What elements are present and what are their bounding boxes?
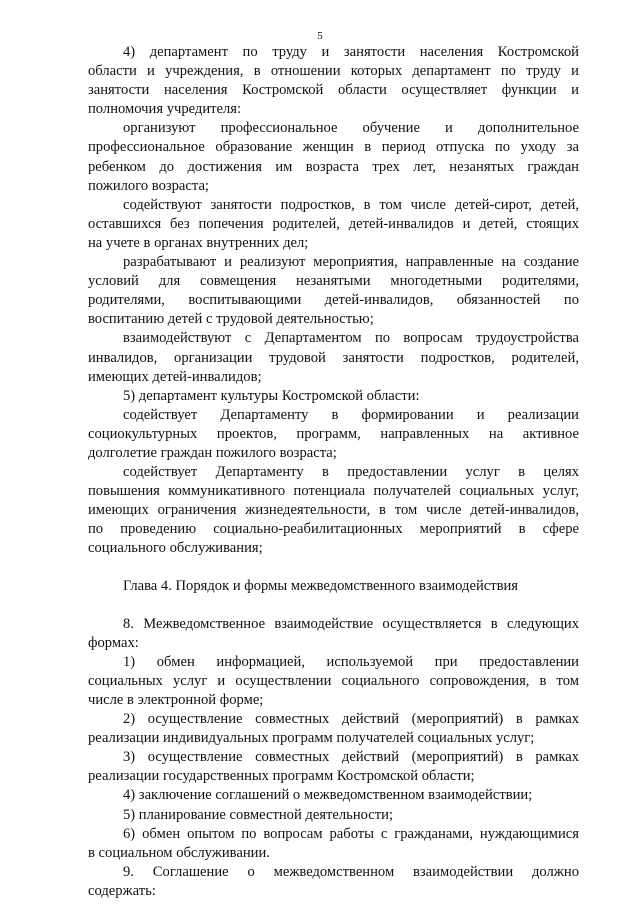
text-line: области и учреждения, в отношении которых департамент по труду и xyxy=(88,63,579,80)
paragraph xyxy=(88,806,579,825)
chapter-heading: Глава 4. Порядок и формы межведомственного взаимодействия xyxy=(123,577,519,594)
text-line: долголетие граждан пожилого возраста; xyxy=(88,444,337,461)
text-line: ребенком до достижения им возраста трех лет, незанятых граждан xyxy=(88,158,579,175)
paragraph xyxy=(88,253,579,329)
text-line: содействует Департаменту в предоставлении услуг в целях xyxy=(123,464,579,481)
text-line: социокультурных проектов, программ, направленных на активное xyxy=(88,425,579,442)
paragraph xyxy=(88,463,579,558)
section-after xyxy=(88,615,579,901)
text-line: 1) обмен информацией, используемой при предоставлении xyxy=(123,653,579,670)
paragraph xyxy=(88,748,579,786)
text-line: 6) обмен опытом по вопросам работы с гражданами, нуждающимися xyxy=(123,825,579,842)
text-line: полномочия учредителя: xyxy=(88,101,242,118)
text-line: реализации государственных программ Костромской области; xyxy=(88,768,475,785)
paragraph xyxy=(88,615,579,653)
text-line: повышения коммуникативного потенциала получателей социальных услуг, xyxy=(88,483,579,500)
paragraph xyxy=(88,387,579,406)
paragraph xyxy=(88,119,579,195)
paragraph xyxy=(88,329,579,386)
text-line: оставшихся без попечения родителей, детей-инвалидов и детей, стоящих xyxy=(88,215,579,232)
text-line: занятости населения Костромской области осуществляет функции и xyxy=(88,82,579,99)
section-before xyxy=(88,43,579,559)
text-line: условий для совмещения незанятыми многодетными родителями, xyxy=(88,273,579,290)
text-line: пожилого возраста; xyxy=(88,177,209,194)
text-line: 8. Межведомственное взаимодействие осуществляется в следующих xyxy=(123,615,579,632)
paragraph xyxy=(88,406,579,463)
paragraph xyxy=(88,710,579,748)
text-line: в социальном обслуживании. xyxy=(88,844,270,861)
text-line: социального обслуживания; xyxy=(88,540,263,557)
text-line: организуют профессиональное обучение и дополнительное xyxy=(123,120,579,137)
page-number: 5 xyxy=(317,30,323,42)
text-line: социальных услуг и осуществлении социального сопровождения, в том xyxy=(88,672,579,689)
text-line: содействуют занятости подростков, в том числе детей-сирот, детей, xyxy=(123,196,579,213)
text-line: 4) департамент по труду и занятости населения Костромской xyxy=(123,44,579,60)
paragraph xyxy=(88,863,579,901)
text-line: взаимодействуют с Департаментом по вопросам трудоустройства xyxy=(123,330,579,347)
text-line: содействует Департаменту в формировании и реализации xyxy=(123,406,579,423)
text-line: на учете в органах внутренних дел; xyxy=(88,234,309,251)
text-line: по проведению социально-реабилитационных мероприятий в сфере xyxy=(88,521,579,538)
text-line: 3) осуществление совместных действий (мероприятий) в рамках xyxy=(123,749,579,766)
text-line: 5) планирование совместной деятельности; xyxy=(123,806,394,823)
paragraph xyxy=(88,43,579,119)
text-line: воспитанию детей с трудовой деятельностью; xyxy=(88,311,374,328)
text-line: числе в электронной форме; xyxy=(88,692,264,708)
text-line: инвалидов, организации трудовой занятости подростков, родителей, xyxy=(88,349,579,366)
paragraph xyxy=(88,825,579,863)
text-line: содержать: xyxy=(88,882,156,899)
text-line: родителями, воспитывающими детей-инвалидов, обязанностей по xyxy=(88,292,579,309)
text-line: имеющих ограничения жизнедеятельности, в том числе детей-инвалидов, xyxy=(88,502,579,519)
text-line: формах: xyxy=(88,634,139,651)
paragraph xyxy=(88,653,579,710)
paragraph xyxy=(88,786,579,805)
text-line: 4) заключение соглашений о межведомственном взаимодействии; xyxy=(123,787,533,804)
text-line: профессиональное образование женщин в период отпуска по уходу за xyxy=(88,139,579,156)
text-line: 2) осуществление совместных действий (мероприятий) в рамках xyxy=(123,711,579,728)
text-line: реализации индивидуальных программ получателей социальных услуг; xyxy=(88,730,535,747)
paragraph xyxy=(88,196,579,253)
text-line: имеющих детей-инвалидов; xyxy=(88,368,262,385)
document-body xyxy=(88,43,579,901)
text-line: разрабатывают и реализуют мероприятия, направленные на создание xyxy=(123,254,579,271)
text-line: 5) департамент культуры Костромской области: xyxy=(123,387,420,404)
text-line: 9. Соглашение о межведомственном взаимодействии должно xyxy=(123,863,579,880)
